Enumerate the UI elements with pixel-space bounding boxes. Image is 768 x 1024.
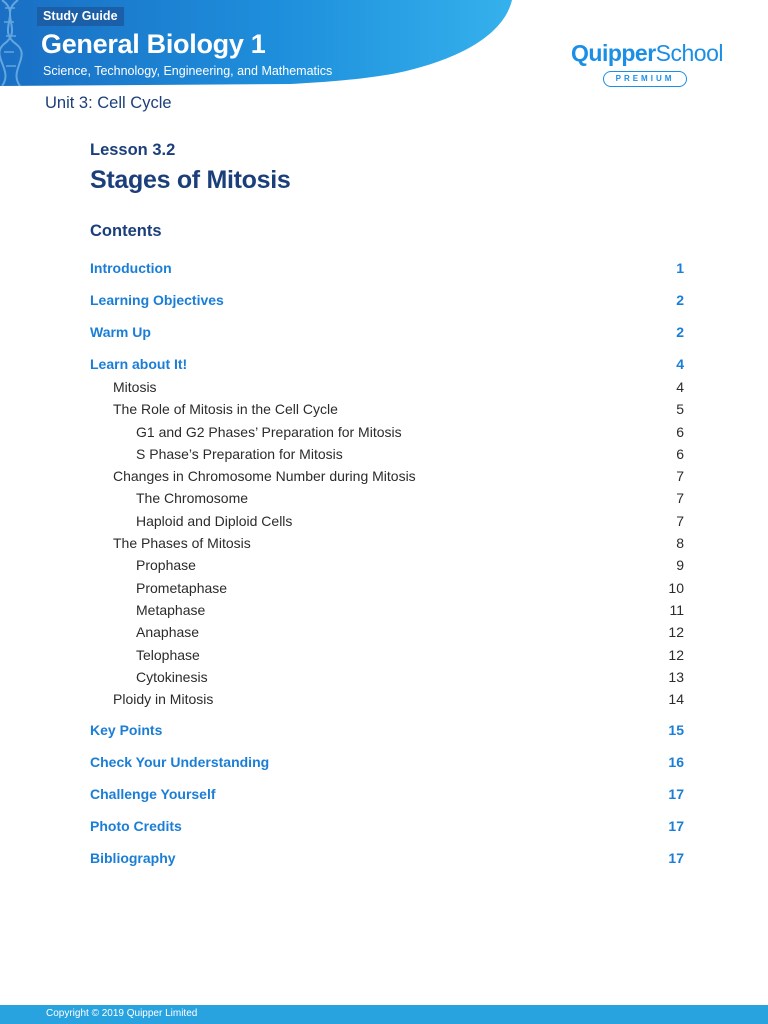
toc-page: 12 xyxy=(668,646,684,663)
premium-tag: PREMIUM xyxy=(603,71,687,87)
toc-page: 11 xyxy=(669,601,684,618)
toc-item-warm-up[interactable] xyxy=(90,322,684,354)
toc-item-learning-objectives[interactable] xyxy=(90,290,684,322)
unit-title: Unit 3: Cell Cycle xyxy=(45,94,172,112)
lesson-title: Stages of Mitosis xyxy=(90,166,291,194)
toc-page: 2 xyxy=(676,292,684,308)
toc-item-metaphase[interactable] xyxy=(90,599,684,621)
toc-item-check-your-understanding[interactable] xyxy=(90,752,684,784)
toc-page: 2 xyxy=(676,324,684,340)
toc-item-prophase[interactable] xyxy=(90,554,684,576)
toc-page: 4 xyxy=(676,356,684,372)
logo-bold: Quipper xyxy=(571,40,656,66)
toc-page: 10 xyxy=(668,579,684,596)
toc-item-bibliography[interactable] xyxy=(90,848,684,880)
toc-item-key-points[interactable] xyxy=(90,720,684,752)
toc-label: Telophase xyxy=(136,646,200,663)
toc-label: Bibliography xyxy=(90,850,176,867)
toc-label: S Phase’s Preparation for Mitosis xyxy=(136,445,343,462)
toc-label: Anaphase xyxy=(136,624,200,641)
toc-item-s-phase[interactable] xyxy=(90,443,684,465)
toc-page: 6 xyxy=(676,423,684,440)
toc-page: 17 xyxy=(668,786,684,803)
toc-label: The Chromosome xyxy=(136,490,249,507)
contents-heading: Contents xyxy=(90,222,162,240)
footer-bar xyxy=(0,1005,768,1024)
toc-label: G1 and G2 Phases’ Preparation for Mitosis xyxy=(136,423,402,440)
toc-label: Prometaphase xyxy=(136,579,228,596)
toc-label: Check Your Understanding xyxy=(90,754,270,771)
lesson-number: Lesson 3.2 xyxy=(90,141,176,159)
toc-page: 16 xyxy=(668,754,684,771)
toc-page: 7 xyxy=(676,468,684,485)
toc-page: 17 xyxy=(668,818,684,835)
toc-item-chromosome-number[interactable] xyxy=(90,465,684,487)
toc-label: Introduction xyxy=(90,260,172,276)
quipper-school-logo xyxy=(571,40,721,88)
toc-label: Photo Credits xyxy=(90,818,182,835)
toc-item-mitosis[interactable] xyxy=(90,376,684,398)
course-title: General Biology 1 xyxy=(41,29,266,59)
dna-icon xyxy=(0,0,40,86)
toc-page: 6 xyxy=(676,445,684,462)
table-of-contents xyxy=(90,258,684,880)
toc-item-challenge-yourself[interactable] xyxy=(90,784,684,816)
toc-label: Mitosis xyxy=(113,379,157,395)
toc-label: Haploid and Diploid Cells xyxy=(136,512,293,529)
toc-label: Prophase xyxy=(136,557,196,574)
course-subtitle: Science, Technology, Engineering, and Mathematics xyxy=(43,64,333,78)
toc-page: 7 xyxy=(676,512,684,529)
toc-item-ploidy-in-mitosis[interactable] xyxy=(90,688,684,720)
toc-page: 12 xyxy=(668,624,684,641)
toc-label: Learn about It! xyxy=(90,356,188,372)
toc-page: 17 xyxy=(668,850,684,867)
toc-page: 15 xyxy=(668,722,684,739)
toc-item-cytokinesis[interactable] xyxy=(90,666,684,688)
toc-item-role-of-mitosis[interactable] xyxy=(90,398,684,420)
toc-item-anaphase[interactable] xyxy=(90,621,684,643)
toc-label: Cytokinesis xyxy=(136,668,208,685)
toc-item-haploid-diploid[interactable] xyxy=(90,510,684,532)
toc-item-photo-credits[interactable] xyxy=(90,816,684,848)
toc-item-prometaphase[interactable] xyxy=(90,577,684,599)
toc-item-g1-g2-phases[interactable] xyxy=(90,421,684,443)
copyright-text: Copyright © 2019 Quipper Limited xyxy=(46,1008,198,1019)
toc-page: 7 xyxy=(676,490,684,507)
toc-page: 8 xyxy=(676,535,684,552)
toc-label: The Role of Mitosis in the Cell Cycle xyxy=(113,401,338,418)
toc-label: Metaphase xyxy=(136,601,206,618)
toc-item-learn-about-it[interactable] xyxy=(90,354,684,376)
toc-item-phases-of-mitosis[interactable] xyxy=(90,532,684,554)
toc-label: The Phases of Mitosis xyxy=(113,535,251,552)
study-guide-badge: Study Guide xyxy=(37,7,124,26)
toc-label: Challenge Yourself xyxy=(90,786,216,803)
toc-item-introduction[interactable] xyxy=(90,258,684,290)
toc-label: Key Points xyxy=(90,722,163,739)
logo-light: School xyxy=(655,40,723,66)
toc-page: 14 xyxy=(668,691,684,708)
toc-item-the-chromosome[interactable] xyxy=(90,487,684,509)
toc-page: 1 xyxy=(676,260,684,276)
toc-label: Warm Up xyxy=(90,324,151,340)
toc-item-telophase[interactable] xyxy=(90,644,684,666)
toc-page: 9 xyxy=(676,557,684,574)
logo-wordmark xyxy=(571,40,723,67)
toc-page: 13 xyxy=(668,668,684,685)
toc-label: Learning Objectives xyxy=(90,292,224,308)
toc-label: Ploidy in Mitosis xyxy=(113,691,214,708)
toc-page: 5 xyxy=(676,401,684,418)
toc-page: 4 xyxy=(676,379,684,395)
toc-label: Changes in Chromosome Number during Mitosis xyxy=(113,468,416,485)
